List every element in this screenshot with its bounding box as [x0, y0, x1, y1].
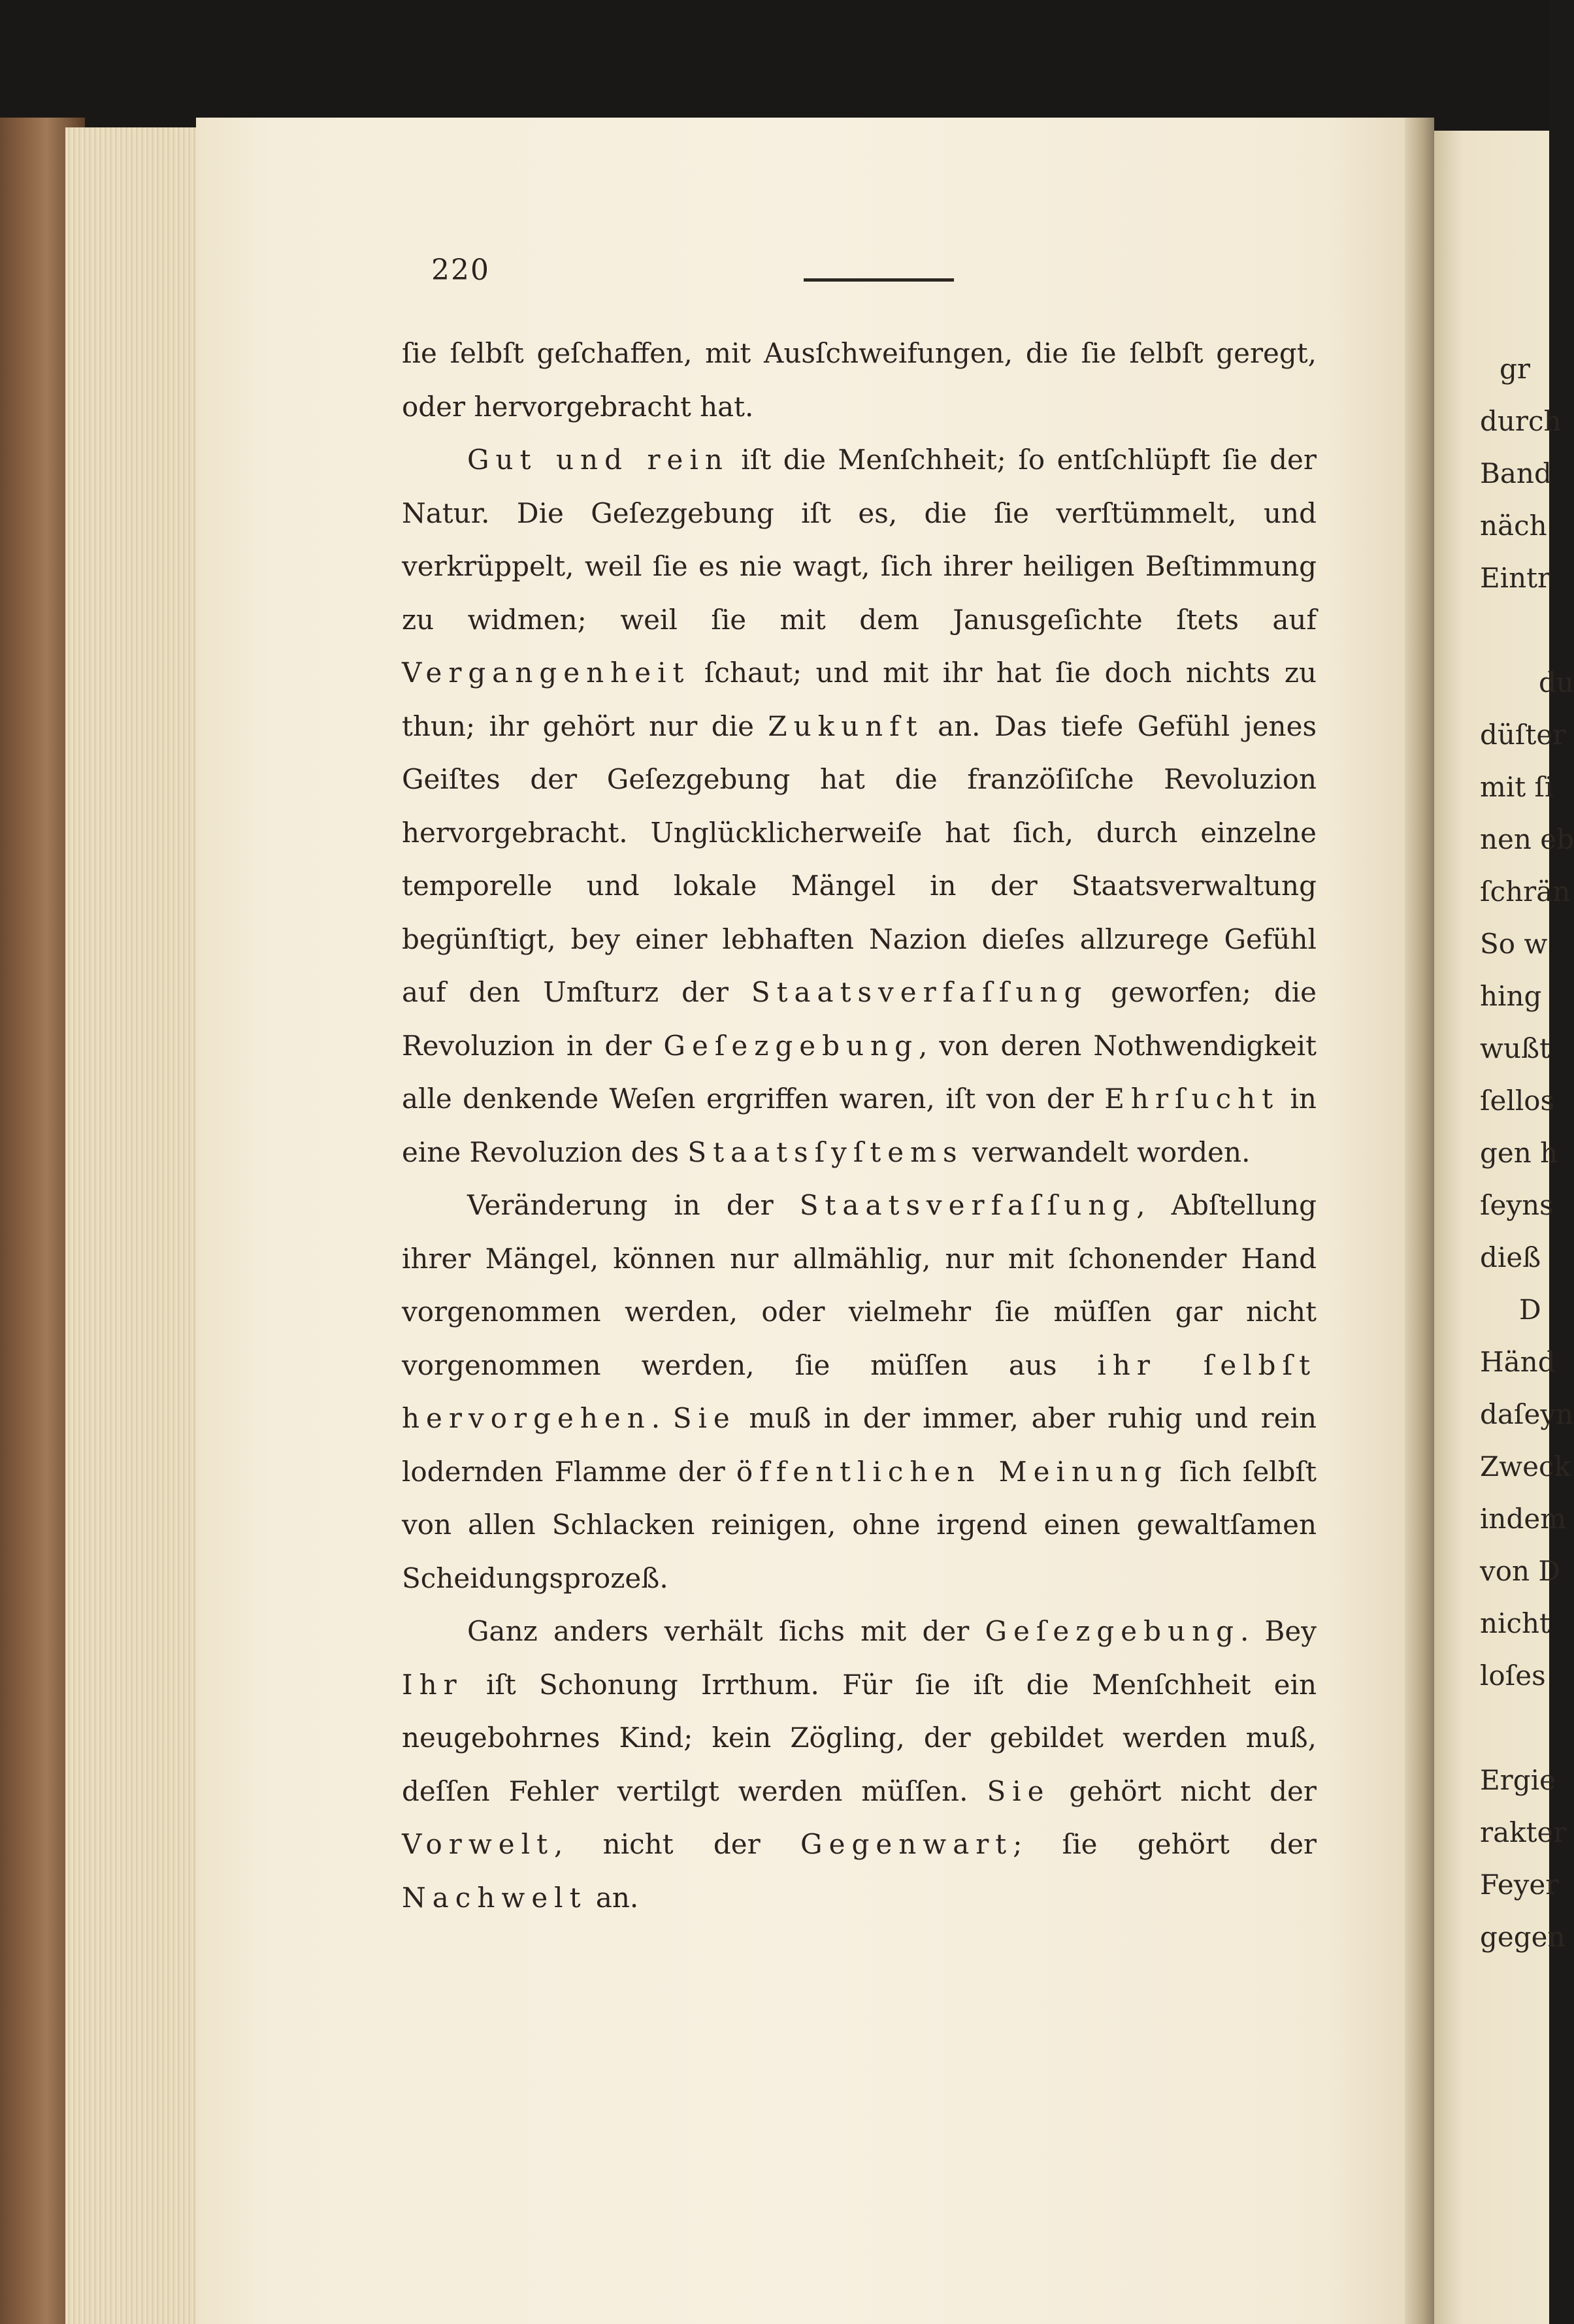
paragraph-text: Veränderung in der — [467, 1189, 800, 1221]
fragment-line: gen h — [1480, 1137, 1558, 1169]
page-header — [431, 254, 954, 293]
fragment-line: wußt — [1480, 1032, 1550, 1064]
fragment-line: ſeyns — [1480, 1189, 1554, 1221]
spaced-emphasis: ihr ſelbſt hervorgehen — [402, 1349, 1317, 1434]
fragment-line: D — [1519, 1294, 1541, 1326]
spaced-emphasis: Staatsverfaſſung — [799, 1189, 1137, 1221]
paragraph-text: in eine Revoluzion des — [402, 1083, 1317, 1168]
paragraph-text: ; ſie gehört der — [1013, 1828, 1317, 1860]
page-stack-edge — [65, 127, 203, 2324]
paragraph-text: . — [651, 1402, 673, 1434]
fragment-line: indem — [1480, 1503, 1567, 1535]
paragraph-text: iſt Schonung Irrthum. Für ſie iſt die Menſchheit ein neugebohrnes Kind; kein Zögling, der gebildet werden muß, deſſen Fehler vertilgt werden müſſen. — [402, 1668, 1317, 1807]
fragment-line: du — [1539, 666, 1574, 698]
paragraph-3 — [402, 1179, 1317, 1605]
spaced-emphasis: Geſezgebung — [663, 1029, 919, 1062]
paragraph-text: ſich ſelbſt von allen Schlacken reinigen, ohne irgend einen gewaltſamen Scheidungsprozeß. — [402, 1455, 1317, 1594]
paragraph-text: gehört nicht der — [1050, 1775, 1317, 1807]
paragraph-text: , von deren Nothwendigkeit alle denkende Weſen ergriffen waren, iſt von der — [402, 1029, 1317, 1115]
fragment-line: loſes — [1480, 1660, 1546, 1692]
fragment-line: ſellos — [1480, 1085, 1555, 1117]
paragraph-1 — [402, 327, 1317, 433]
header-rule — [804, 278, 954, 282]
spaced-emphasis: Nachwelt — [402, 1881, 587, 1914]
fragment-line: Zweck — [1480, 1450, 1571, 1482]
spaced-emphasis: Gegenwart — [800, 1828, 1013, 1860]
spaced-emphasis: Ehrſucht — [1104, 1083, 1280, 1115]
fragment-line: nicht — [1480, 1607, 1550, 1639]
fragment-line: dieß — [1480, 1241, 1541, 1273]
paragraph-text: , Abſtellung ihrer Mängel, können nur allmählig, nur mit ſchonender Hand vorgenommen werden, oder vielmehr ſie müſſen gar nicht vorgenommen werden, ſie müſſen aus — [402, 1189, 1317, 1381]
fragment-line: rakter — [1480, 1816, 1567, 1848]
fragment-line: gr — [1500, 353, 1530, 385]
paragraph-text: an. — [587, 1881, 639, 1914]
spaced-emphasis: Sie — [987, 1775, 1051, 1807]
page-number: 220 — [431, 254, 490, 287]
spaced-emphasis: Zukunft — [768, 710, 924, 742]
spaced-emphasis: Staatsverfaſſung — [751, 976, 1089, 1008]
body-text — [402, 327, 1317, 1924]
paragraph-text: geworfen; die Revoluzion in der — [402, 976, 1317, 1062]
fragment-line: ſchrän — [1480, 876, 1571, 908]
fragment-line: düſter — [1480, 719, 1566, 751]
paragraph-text: , nicht der — [553, 1828, 801, 1860]
spaced-emphasis: öffentlichen Meinung — [736, 1455, 1168, 1488]
paragraph-text: muß in der immer, aber ruhig und rein lodernden Flamme der — [402, 1402, 1317, 1488]
paragraph-text: an. Das tiefe Gefühl jenes Geiſtes der Geſezgebung hat die franzöſiſche Revoluzion hervorgebracht. Unglücklicherweiſe hat ſich, durch einzelne temporelle und lokale Mängel in der Staatsverwaltung begünſtigt, bey einer lebhaften Nazion dieſes allzurege Gefühl auf den Umſturz der — [402, 710, 1317, 1008]
paragraph-text: iſt die Menſchheit; ſo entſchlüpft ſie der Natur. Die Geſezgebung iſt es, die ſie verſtümmelt, und verkrüppelt, weil ſie es nie wagt, ſich ihrer heiligen Beſtimmung zu widmen; weil ſie mit dem Janusgeſichte ſtets auf — [402, 444, 1317, 636]
fragment-line: daſeyn — [1480, 1398, 1574, 1430]
paragraph-text: ſie ſelbſt geſchaffen, mit Ausſchweifungen, die ſie ſelbſt geregt, oder hervorgebracht hat. — [402, 337, 1317, 423]
paragraph-text: verwandelt worden. — [963, 1136, 1251, 1168]
spaced-emphasis: Gut und rein — [467, 444, 729, 476]
fragment-line: So w — [1480, 928, 1548, 960]
fragment-line: durch — [1480, 405, 1562, 437]
spaced-emphasis: Sie — [672, 1402, 736, 1434]
fragment-line: hing — [1480, 980, 1542, 1012]
fragment-line: Händ — [1480, 1346, 1556, 1378]
fragment-line: mit ſi — [1480, 771, 1554, 803]
fragment-line: gegen — [1480, 1921, 1566, 1953]
paragraph-2 — [402, 433, 1317, 1179]
fragment-line: Ergie — [1480, 1764, 1556, 1796]
fragment-line: nen eb — [1480, 823, 1574, 855]
right-page-fragment — [1434, 131, 1574, 2324]
spaced-emphasis: Geſezgebung — [985, 1615, 1241, 1647]
spaced-emphasis: Vorwelt — [402, 1828, 554, 1860]
paragraph-text: ſchaut; und mit ihr hat ſie doch nichts zu thun; ihr gehört nur die — [402, 657, 1317, 742]
fragment-line: Feyer — [1480, 1869, 1559, 1901]
fragment-line: Eintr — [1480, 562, 1551, 594]
spaced-emphasis: Staatsſyſtems — [687, 1136, 964, 1168]
paragraph-text: . Bey — [1240, 1615, 1317, 1647]
spaced-emphasis: Ihr — [402, 1668, 463, 1701]
paragraph-4 — [402, 1605, 1317, 1924]
fragment-line: von D — [1480, 1555, 1561, 1587]
book-gutter — [1405, 118, 1434, 2324]
spaced-emphasis: Vergangenheit — [402, 657, 691, 689]
fragment-line: Band — [1480, 457, 1552, 489]
paragraph-text: Ganz anders verhält ſichs mit der — [467, 1615, 985, 1647]
fragment-line: näch — [1480, 510, 1547, 542]
